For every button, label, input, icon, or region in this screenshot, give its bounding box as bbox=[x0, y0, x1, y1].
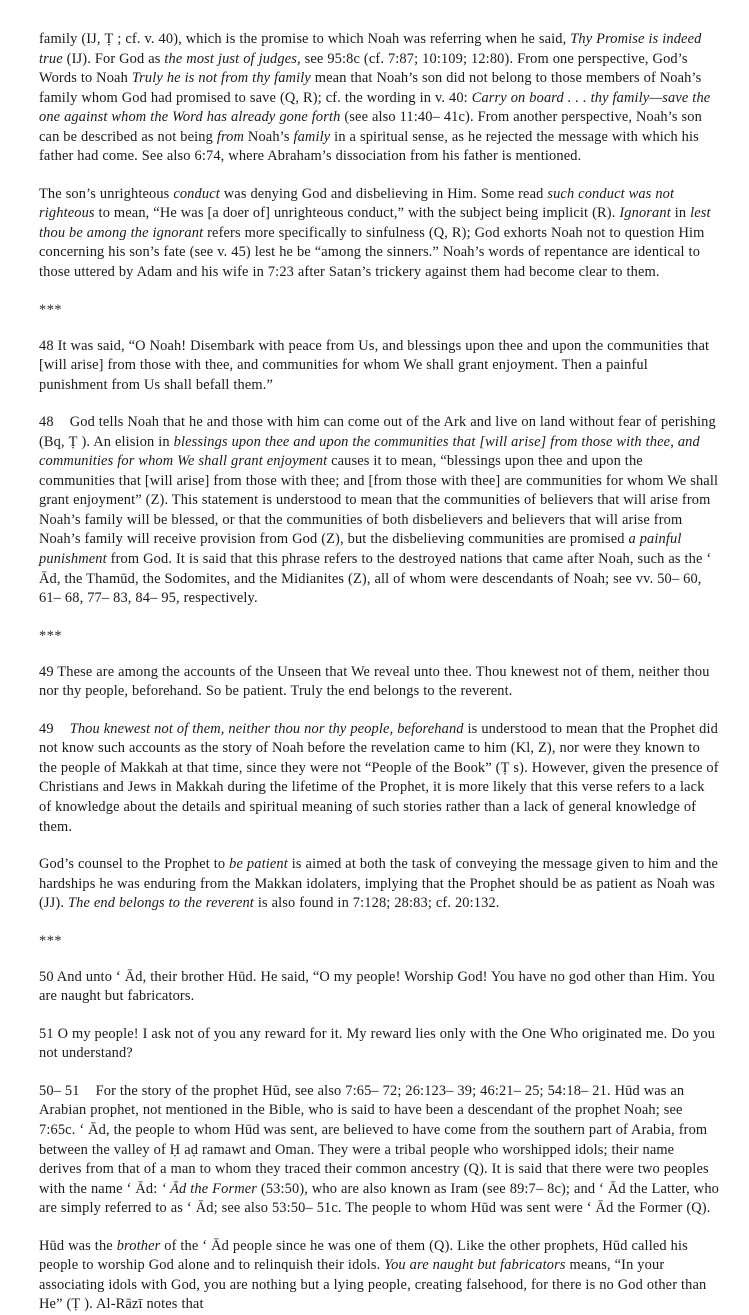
text-run: in bbox=[670, 205, 691, 222]
block-spacer bbox=[39, 609, 720, 628]
text-run: was denying God and disbelieving in Him. Some read bbox=[219, 185, 548, 202]
verse-paragraph bbox=[39, 968, 720, 1007]
commentary-paragraph bbox=[39, 720, 720, 837]
section-separator: *** bbox=[39, 301, 63, 318]
section-separator: *** bbox=[39, 627, 63, 644]
verse-paragraph bbox=[39, 663, 720, 702]
text-run: of the ʻ Ād people since he was one of them (Q). Like the other prophets, Hūd called his people to worship God alone and to relinquish their idols. bbox=[39, 1237, 688, 1274]
commentary-verse-number: 48 bbox=[39, 414, 54, 431]
emphasis-run: from bbox=[216, 128, 245, 145]
emphasis-run: be patient bbox=[229, 856, 288, 873]
emphasis-run: family bbox=[293, 128, 331, 145]
text-run: means, “In your associating idols with God, you are nothing but a lying people, creating falsehood, for there is no God other than He” (Ṭ ). Al-Rāzī notes that bbox=[39, 1257, 707, 1313]
text-run: 48 It was said, “O Noah! Disembark with peace from Us, and blessings upon thee and upon the communities that [will arise] from those with thee, and communities for whom We shall grant enjoyment. Then a painful punishment from Us shall befall them.” bbox=[39, 337, 710, 393]
block-spacer bbox=[39, 395, 720, 413]
commentary-verse-number: 50– 51 bbox=[39, 1082, 80, 1099]
verse-paragraph bbox=[39, 337, 720, 396]
text-run: family (IJ, Ṭ ; cf. v. 40), which is the promise to which Noah was referring when he said, bbox=[39, 31, 571, 47]
text-run: Noah’s bbox=[244, 128, 294, 145]
text-run: 50 And unto ʻ Ād, their brother Hūd. He said, “O my people! Worship God! You have no god other than Him. You are naught but fabricators. bbox=[39, 968, 715, 1005]
text-run: 51 O my people! I ask not of you any reward for it. My reward lies only with the One Who originated me. Do you not understand? bbox=[39, 1025, 716, 1062]
block-spacer bbox=[39, 702, 720, 720]
block-spacer bbox=[39, 644, 720, 663]
emphasis-run: brother bbox=[116, 1237, 161, 1254]
emphasis-run: Thou knewest not of them, neither thou nor thy people, beforehand bbox=[69, 720, 464, 737]
text-run: see 95:8c (cf. 7:87; 10:109; 12:80). From one perspective, God’s Words to Noah bbox=[39, 50, 688, 87]
text-run: mean that Noah’s son did not belong to those members of Noah’s family whom God had promised to save (Q, R); cf. the wording in v. 40: bbox=[39, 70, 702, 106]
commentary-paragraph bbox=[39, 30, 720, 167]
emphasis-run: Carry on board . . . thy family—save the one against whom the Word has already gone forth bbox=[39, 89, 711, 126]
text-run: refers more specifically to sinfulness (Q, R); God exhorts Noah not to question Him concerning his son’s fate (see v. 45) lest he be “among the sinners.” Noah’s words of repentance are identical to those uttered by Adam and his wife in 7:23 after Satan’s trickery against them had become clear to them. bbox=[39, 224, 705, 281]
text-run: (53:50), who are also known as Iram (see 89:7– 8c); and ʻ Ād the Latter, who are simply referred to as ʻ Ād; see also 53:50– 51c. The people to whom Hūd was sent were ʻ Ād the Former (Q). bbox=[39, 1180, 720, 1217]
emphasis-run: conduct bbox=[173, 185, 220, 202]
text-run: causes it to mean, “blessings upon thee and upon the communities that [will arise] from those with thee; and [from those with thee] are communities for whom We shall grant enjoyment” (Z). This statement is understood to mean that the communities of believers that will arise from Noah’s family will be blessed, or that the communities of both disbelievers and believers that will arise from Noah’s family will receive provision from God (Z), but the disbelieving communities are promised bbox=[39, 453, 719, 548]
emphasis-run: You are naught but fabricators bbox=[384, 1257, 566, 1274]
emphasis-run: The end belongs to the reverent bbox=[68, 895, 254, 912]
verse-paragraph bbox=[39, 1025, 720, 1064]
text-run: is aimed at both the task of conveying the message given to him and the hardships he was enduring from the Makkan idolaters, implying that the Prophet should be as patient as Noah was (JJ). bbox=[39, 856, 719, 912]
emphasis-run: Thy Promise is indeed true bbox=[39, 31, 702, 67]
text-run: Hūd was the bbox=[39, 1237, 117, 1254]
commentary-paragraph bbox=[39, 1082, 720, 1219]
emphasis-run: a painful punishment bbox=[39, 531, 682, 568]
text-run: to mean, “He was [a doer of] unrighteous conduct,” with the subject being implicit (R). bbox=[94, 205, 620, 222]
text-run: from God. It is said that this phrase refers to the destroyed nations that came after Noah, such as the ʻ Ād, the Thamūd, the Sodomites, and the Midianites (Z), all of whom were descendants of Noah; see vv. 50– 60, 61– 68, 77– 83, 84– 95, respectively. bbox=[39, 551, 712, 607]
commentary-paragraph bbox=[39, 185, 720, 283]
block-spacer bbox=[39, 837, 720, 855]
block-spacer bbox=[39, 1007, 720, 1025]
text-run: God’s counsel to the Prophet to bbox=[39, 856, 230, 873]
block-spacer bbox=[39, 167, 720, 185]
block-spacer bbox=[39, 318, 720, 337]
text-run: (IJ). For God as bbox=[62, 50, 165, 67]
block-spacer bbox=[39, 1064, 720, 1082]
block-spacer bbox=[39, 914, 720, 933]
section-separator: *** bbox=[39, 932, 63, 949]
text-run: The son’s unrighteous bbox=[39, 185, 174, 202]
emphasis-run: such conduct was not righteous bbox=[39, 185, 675, 222]
emphasis-run: the most just of judges, bbox=[164, 50, 301, 67]
text-run: (see also 11:40– 41c). From another perspective, Noah’s son can be described as not being bbox=[39, 109, 702, 145]
emphasis-run: Truly he is not from thy family bbox=[131, 70, 311, 87]
emphasis-run: lest thou be among the ignorant bbox=[39, 205, 711, 241]
block-spacer bbox=[39, 1219, 720, 1237]
commentary-paragraph bbox=[39, 413, 720, 608]
text-run: 49 These are among the accounts of the Unseen that We reveal unto thee. Thou knewest not of them, neither thou nor thy people, beforehand. So be patient. Truly the end belongs to the reverent. bbox=[39, 663, 710, 700]
text-run: God tells Noah that he and those with him can come out of the Ark and live on land without fear of perishing (Bq, Ṭ ). An elision in bbox=[39, 414, 716, 450]
text-run: is also found in 7:128; 28:83; cf. 20:132. bbox=[253, 895, 500, 912]
block-spacer bbox=[39, 283, 720, 302]
emphasis-run: blessings upon thee and upon the communities that [will arise] from those with thee, and communities for whom We shall grant enjoyment bbox=[39, 433, 700, 470]
text-run: in a spiritual sense, as he rejected the message with which his father had come. See also 6:74, where Abraham’s dissociation from his father is mentioned. bbox=[39, 128, 699, 165]
document-body bbox=[39, 30, 720, 1315]
commentary-paragraph bbox=[39, 1237, 720, 1315]
commentary-verse-number: 49 bbox=[39, 720, 54, 737]
commentary-paragraph bbox=[39, 855, 720, 914]
emphasis-run: Ignorant bbox=[619, 205, 671, 222]
emphasis-run: ʻ Ād the Former bbox=[161, 1180, 258, 1197]
block-spacer bbox=[39, 949, 720, 968]
text-run: For the story of the prophet Hūd, see also 7:65– 72; 26:123– 39; 46:21– 25; 54:18– 21. Hūd was an Arabian prophet, not mentioned in the Bible, who is said to have been a descendant of the prophet Noah; see 7:65c. ʻ Ād, the people to whom Hūd was sent, are believed to have come from the southern part of Arabia, from between the valley of Ḥ aḍ ramawt and Oman. They were a tribal people who worshipped idols; their name derives from that of a man to whom they traced their common ancestry (Q). It is said that there were two peoples with the name ʻ Ād: bbox=[39, 1082, 709, 1197]
text-run: is understood to mean that the Prophet did not know such accounts as the story of Noah before the revelation came to him (Kl, Z), nor were they known to the people of Makkah at that time, since they were not “People of the Book” (Ṭ s). However, given the presence of Christians and Jews in Makkah during the lifetime of the Prophet, it is more likely that this verse refers to a lack of knowledge about the details and spiritual meaning of such stories rather than a lack of general knowledge of them. bbox=[39, 720, 719, 835]
